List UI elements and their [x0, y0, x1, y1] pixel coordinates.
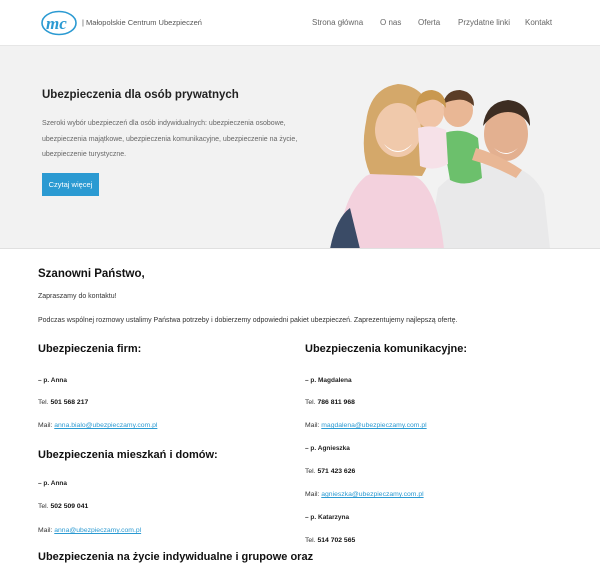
home-contact-mail: Mail: anna@ubezpieczamy.com.pl: [38, 527, 142, 534]
family-photo-icon: [326, 68, 550, 249]
nav-item-contact[interactable]: Kontakt: [525, 18, 553, 27]
nav-item-links[interactable]: Przydatne linki: [458, 18, 511, 27]
phone-number[interactable]: 786 811 968: [317, 399, 355, 406]
phone-number[interactable]: 571 423 626: [317, 468, 356, 475]
phone-number[interactable]: 501 568 217: [50, 399, 89, 406]
hero-banner: [0, 46, 600, 249]
lead-text: Podczas wspólnej rozmowy ustalimy Państwa potrzeby i dobierzemy odpowiedni pakiet ubezpieczeń. Zaprezentujemy najlepszą ofertę.: [38, 317, 458, 324]
nav-item-offer[interactable]: Oferta: [418, 18, 441, 27]
home-contact-person: – p. Anna: [38, 480, 68, 487]
hero-description: Szeroki wybór ubezpieczeń dla osób indywidualnych: ubezpieczenia osobowe, ubezpieczenia majątkowe, ubezpieczenia komunikacyjne, ubezpieczenie na życie, ubezpieczenie turystyczne.: [42, 120, 298, 158]
vehicle-contact-phone: Tel. 571 423 626: [305, 468, 356, 475]
email-link[interactable]: agnieszka@ubezpieczamy.com.pl: [321, 491, 424, 498]
brand-name: | Małopolskie Centrum Ubezpieczeń: [82, 18, 202, 27]
firm-contact-person: – p. Anna: [38, 377, 68, 384]
email-link[interactable]: magdalena@ubezpieczamy.com.pl: [321, 422, 427, 429]
vehicle-contact-phone: Tel. 514 702 565: [305, 537, 356, 544]
greeting-heading: Szanowni Państwo,: [38, 268, 145, 280]
phone-number[interactable]: 502 509 041: [50, 503, 89, 510]
vehicle-contact-mail: Mail: magdalena@ubezpieczamy.com.pl: [305, 422, 427, 429]
vehicle-insurance-heading: Ubezpieczenia komunikacyjne:: [305, 343, 467, 355]
vehicle-contact-phone: Tel. 786 811 968: [305, 399, 355, 406]
phone-number[interactable]: 514 702 565: [317, 537, 356, 544]
home-contact-phone: Tel. 502 509 041: [38, 503, 89, 510]
site-header: [0, 0, 600, 46]
read-more-button[interactable]: Czytaj więcej: [42, 173, 99, 196]
svg-text:mc: mc: [46, 14, 67, 33]
mc-logo-icon[interactable]: [40, 10, 78, 36]
nav-item-about[interactable]: O nas: [380, 18, 402, 27]
life-insurance-heading: Ubezpieczenia na życie indywidualne i grupowe oraz: [38, 551, 314, 563]
firm-insurance-heading: Ubezpieczenia firm:: [38, 343, 142, 355]
firm-contact-mail: Mail: anna.bialo@ubezpieczamy.com.pl: [38, 422, 158, 429]
vehicle-contact-person: – p. Magdalena: [305, 377, 352, 384]
invite-text: Zapraszamy do kontaktu!: [38, 293, 117, 300]
firm-contact-phone: Tel. 501 568 217: [38, 399, 89, 406]
vehicle-contact-person: – p. Katarzyna: [305, 514, 350, 521]
email-link[interactable]: anna.bialo@ubezpieczamy.com.pl: [54, 422, 158, 429]
hero-title: Ubezpieczenia dla osób prywatnych: [42, 89, 239, 101]
email-link[interactable]: anna@ubezpieczamy.com.pl: [54, 527, 142, 534]
vehicle-contact-person: – p. Agnieszka: [305, 445, 350, 452]
nav-item-home[interactable]: Strona główna: [312, 18, 364, 27]
vehicle-contact-mail: Mail: agnieszka@ubezpieczamy.com.pl: [305, 491, 424, 498]
home-insurance-heading: Ubezpieczenia mieszkań i domów:: [38, 449, 218, 461]
